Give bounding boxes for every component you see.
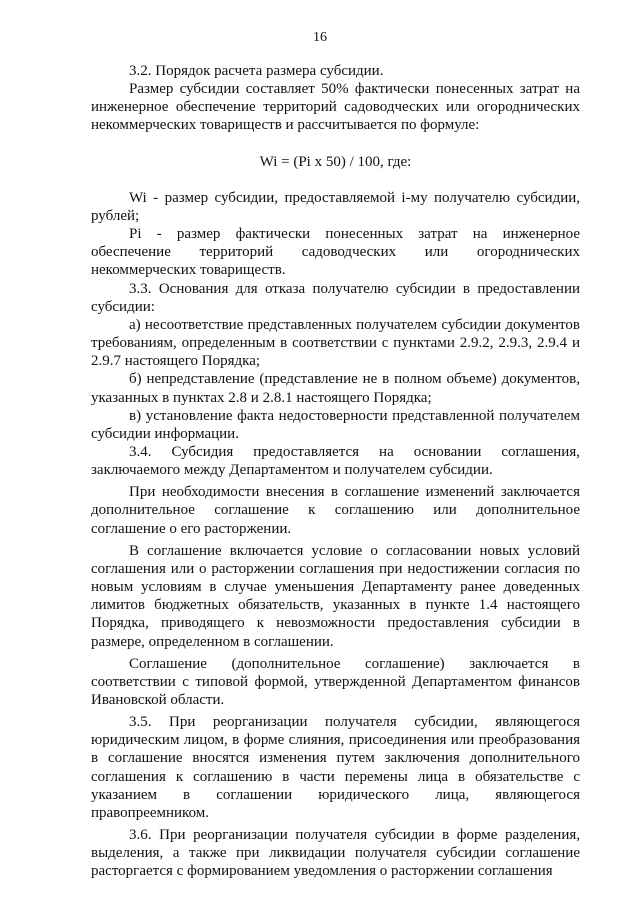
paragraph-3-3-v: в) установление факта недостоверности представленной получателем субсидии информации. [91,407,580,442]
page-number: 16 [313,30,327,45]
paragraph-3-3-a: а) несоответствие представленных получателем субсидии документов требованиям, определенным в соответствии с пунктами 2.9.2, 2.9.3, 2.9.4 и 2.9.7 настоящего Порядка; [91,316,580,370]
paragraph-3-5: 3.5. При реорганизации получателя субсидии, являющегося юридическим лицом, в форме слияния, присоединения или преобразования в соглашение вносятся изменения путем заключения дополнительного соглашения к соглашению в части перемены лица в обязательстве с указанием в соглашении юридического лица, являющегося правопреемником. [91,714,580,821]
paragraph-3-3-b: б) непредставление (представление не в полном объеме) документов, указанных в пунктах 2.8 и 2.8.1 настоящего Порядка; [91,371,580,406]
document-body [91,62,580,881]
paragraph-wi-definition: Wi - размер субсидии, предоставляемой i-му получателю субсидии, рублей; [91,189,580,224]
paragraph-subsidy-size: Размер субсидии составляет 50% фактически понесенных затрат на инженерное обеспечение территорий садоводческих или огороднических некоммерческих товариществ и рассчитывается по формуле: [91,81,580,134]
paragraph-agreement-condition: В соглашение включается условие о согласовании новых условий соглашения или о расторжении соглашения при недостижении согласия по новым условиям в случае уменьшения Департаменту ранее доведенных лимитов бюджетных обязательств, указанных в пункте 1.4 настоящего Порядка, приводящего к невозможности предоставления субсидии в размере, определенном в соглашении. [91,542,580,650]
paragraph-3-2-heading: 3.2. Порядок расчета размера субсидии. [129,63,384,79]
paragraph-3-6: 3.6. При реорганизации получателя субсидии в форме разделения, выделения, а также при ликвидации получателя субсидии соглашение расторгается с формированием уведомления о расторжении соглашения [91,827,580,880]
paragraph-pi-definition: Pi - размер фактически понесенных затрат на инженерное обеспечение территорий садоводческих или огороднических некоммерческих товариществ. [91,226,580,279]
paragraph-additional-agreement: При необходимости внесения в соглашение изменений заключается дополнительное соглашение к соглашению или дополнительное соглашение о его расторжении. [91,484,580,537]
formula: Wi = (Pi x 50) / 100, где: [259,153,412,170]
paragraph-3-3: 3.3. Основания для отказа получателю субсидии в предоставлении субсидии: [91,280,580,315]
paragraph-3-4: 3.4. Субсидия предоставляется на основании соглашения, заключаемого между Департаментом и получателем субсидии. [91,443,580,479]
paragraph-standard-form: Соглашение (дополнительное соглашение) заключается в соответствии с типовой формой, утвержденной Департаментом финансов Ивановской области. [91,655,580,708]
